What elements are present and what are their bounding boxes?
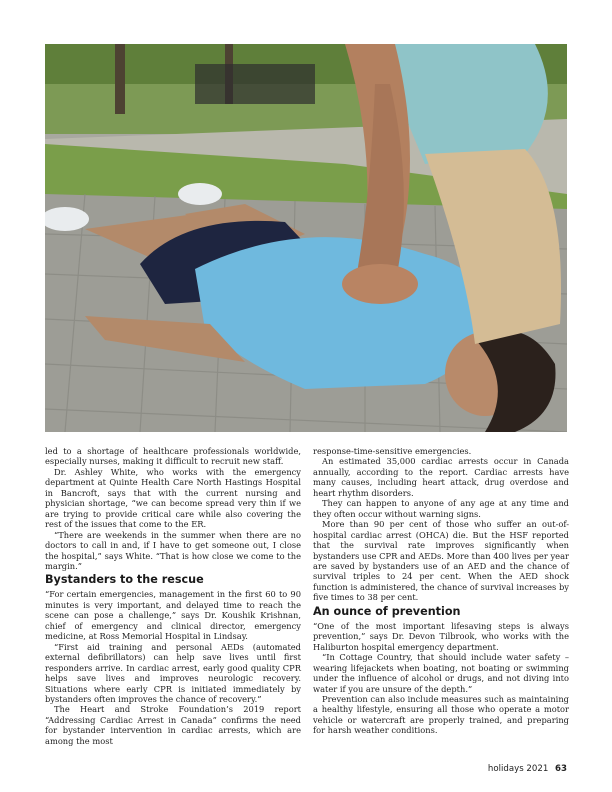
paragraph: led to a shortage of healthcare professionals worldwide, especially nurses, making it difficult to recruit new staff. [45, 446, 301, 467]
section-heading: An ounce of prevention [313, 604, 461, 618]
paragraph: The Heart and Stroke Foundation’s 2019 report “Addressing Cardiac Arrest in Canada” confirms the need for bystander intervention in cardiac arrests, which are among the most [45, 704, 301, 746]
paragraph: Dr. Ashley White, who works with the emergency department at Quinte Health Care North Hastings Hospital in Bancroft, says that with the current nursing and physician shortage, “we can become spread very thin if we are trying to provide critical care while also covering the rest of the issues that come to the ER. [45, 466, 301, 530]
issue-label: holidays 2021 [487, 764, 549, 774]
paragraph: response-time-sensitive emergencies. [313, 446, 472, 456]
paragraph: An estimated 35,000 cardiac arrests occur in Canada annually, according to the report. Cardiac arrests have many causes, including heart attack, drug overdose and heart rhythm disorders. [313, 456, 569, 498]
paragraph: “For certain emergencies, management in the first 60 to 90 minutes is very important, and delayed time to reach the scene can pose a challenge,” says Dr. Koushik Krishnan, chief of emergency and clinical director, emergency medicine, at Ross Memorial Hospital in Lindsay. [45, 589, 301, 642]
paragraph: Prevention can also include measures such as maintaining a healthy lifestyle, ensuring all those who operate a motor vehicle or watercraft are properly trained, and preparing for harsh weather conditions. [313, 693, 569, 736]
paragraph: “First aid training and personal AEDs (automated external defibrillators) can help save lives until first responders arrive. In cardiac arrest, early good quality CPR helps save lives and improves neurologic recovery. Situations where early CPR is initiated immediately by bystanders often improves the chance of recovery.” [45, 641, 301, 704]
right-column [313, 446, 569, 736]
cpr-photo [45, 44, 567, 432]
section-heading: Bystanders to the rescue [45, 573, 204, 587]
paragraph: They can happen to anyone of any age at any time and they often occur without warning signs. [313, 498, 569, 519]
page-footer [488, 764, 567, 774]
paragraph: More than 90 per cent of those who suffer an out-of-hospital cardiac arrest (OHCA) die. But the HSF reported that the survival rate improves significantly when bystanders use CPR and AEDs. More than 400 lives per year are saved by bystanders use of an AED and the chance of survival triples to 24 per cent. When the AED shock function is administered, the chance of survival increases by five times to 38 per cent. [313, 519, 569, 603]
page-number: 63 [555, 764, 567, 774]
paragraph: “One of the most important lifesaving steps is always prevention,” says Dr. Devon Tilbrook, who works with the Haliburton hospital emergency department. [313, 620, 569, 652]
left-column [45, 446, 301, 746]
paragraph: “In Cottage Country, that should include water safety – wearing lifejackets when boating, not boating or swimming under the influence of alcohol or drugs, and not diving into water if you are unsure of the depth.” [313, 652, 569, 694]
paragraph: “There are weekends in the summer when there are no doctors to call in and, if I have to get someone out, I close the hospital,” says White. “That is how close we come to the margin.” [45, 529, 301, 571]
cpr-illustration-icon [45, 44, 567, 432]
